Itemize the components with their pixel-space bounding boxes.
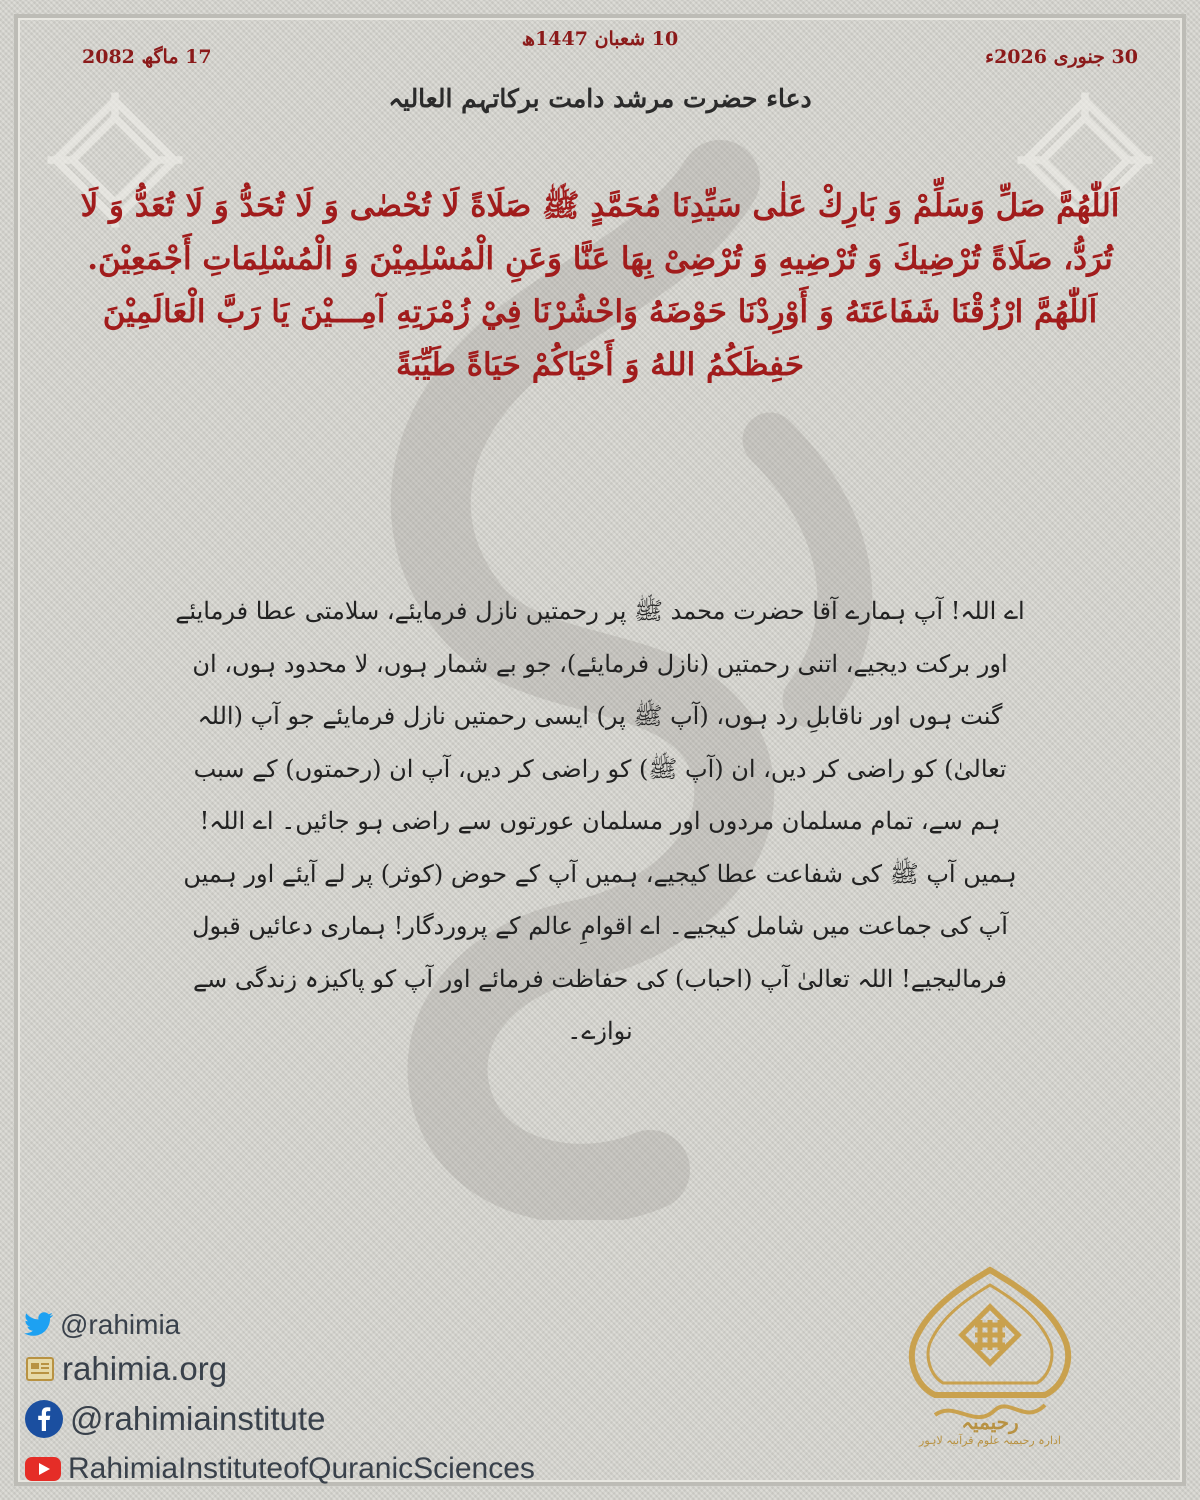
youtube-play-icon [24, 1455, 62, 1483]
website-link[interactable] [24, 1346, 684, 1392]
youtube-link[interactable] [24, 1446, 684, 1492]
web-icon [24, 1355, 56, 1383]
facebook-icon [24, 1399, 64, 1439]
page-title: دعاء حضرت مرشد دامت برکاتہم العالیہ [388, 84, 812, 113]
bikrami-date: 17 ماگھ 2082 [82, 46, 212, 68]
facebook-link[interactable] [24, 1392, 684, 1446]
logo-name: رحیمیہ [961, 1410, 1019, 1434]
arabic-dua-text: اَللّٰهُمَّ صَلِّ وَسَلِّمْ وَ بَارِكْ عَلٰى سَيِّدِنَا مُحَمَّدٍ ﷺ صَلَاةً لَا تُحْصٰى وَ لَا تُحَدُّ وَ لَا تُعَدُّ وَ لَا تُرَدُّ، صَلَاةً تُرْضِيكَ وَ تُرْضِيهِ وَ تُرْضِىْ بِهَا عَنَّا وَعَنِ الْمُسْلِمِيْنَ وَ الْمُسْلِمَاتِ أَجْمَعِيْنَ. اَللّٰهُمَّ ارْزُقْنَا شَفَاعَتَهُ وَ أَوْرِدْنَا حَوْضَهُ وَاحْشُرْنَا فِيْ زُمْرَتِهِ آمِـــيْنَ يَا رَبَّ الْعَالَمِيْنَ حَفِظَكُمُ اللهُ وَ أَحْيَاكُمْ حَيَاةً طَيِّبَةً [80, 188, 1120, 383]
gregorian-date: 30 جنوری 2026ء [985, 46, 1138, 68]
twitter-link[interactable] [24, 1304, 684, 1346]
urdu-translation-text: اے اللہ! آپ ہمارے آقا حضرت محمد ﷺ پر رحمتیں نازل فرمایئے، سلامتی عطا فرمایئے اور برکت دیجیے، اتنی رحمتیں (نازل فرمایئے)، جو بے شمار ہوں، لا محدود ہوں، ان گنت ہوں اور ناقابلِ رد ہوں، (آپ ﷺ پر) ایسی رحمتیں نازل فرمایئے جو آپ (اللہ تعالیٰ) کو راضی کر دیں، ان (آپ ﷺ) کو راضی کر دیں، آپ ان (رحمتوں) کے سبب ہم سے، تمام مسلمان مردوں اور مسلمان عورتوں سے راضی ہو جائیں۔ اے اللہ! ہمیں آپ ﷺ کی شفاعت عطا کیجیے، ہمیں آپ کے حوض (کوثر) پر لے آیئے اور ہمیں آپ کی جماعت میں شامل کیجیے۔ اے اقوامِ عالم کے پروردگار! ہماری دعائیں قبول فرمالیجیے! اللہ تعالیٰ آپ (احباب) کی حفاظت فرمائے اور آپ کو پاکیزہ زندگی سے نوازے۔ [175, 597, 1025, 1045]
hijri-date: 10 شعبان 1447ھ [521, 28, 679, 50]
facebook-handle: @rahimiainstitute [70, 1400, 326, 1437]
twitter-bird-icon [24, 1312, 54, 1338]
social-links [24, 1304, 684, 1492]
website-url: rahimia.org [62, 1350, 228, 1387]
logo-caption [905, 1410, 1075, 1447]
logo-institute-name: ادارہ رحیمیہ علوم قرآنیہ لاہور [919, 1434, 1061, 1447]
twitter-handle: @rahimia [60, 1309, 181, 1340]
youtube-channel: RahimiaInstituteofQuranicSciences [68, 1452, 535, 1485]
